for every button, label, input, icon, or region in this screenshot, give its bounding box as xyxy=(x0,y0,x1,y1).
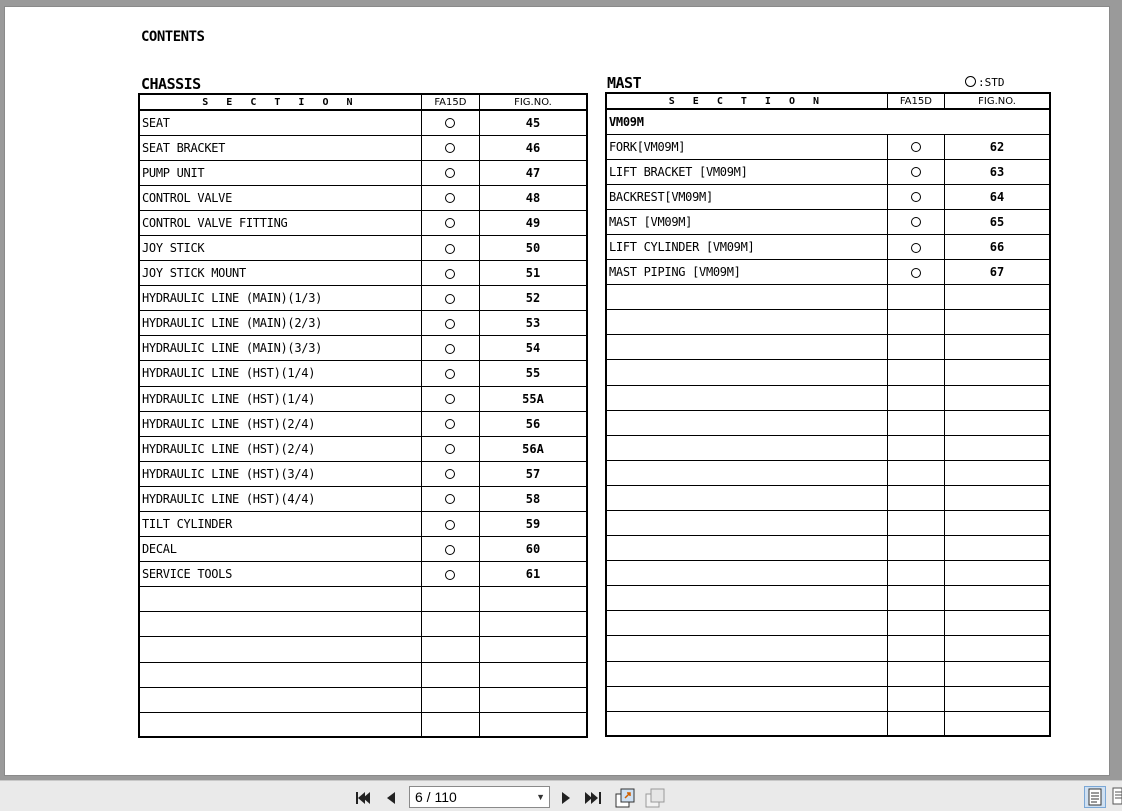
table-row xyxy=(139,286,587,311)
circle-icon xyxy=(911,243,921,253)
fig-cell: 62 xyxy=(945,134,1050,159)
group-label: VM09M xyxy=(606,109,1050,134)
section-cell xyxy=(139,587,421,612)
fig-cell: 61 xyxy=(480,562,588,587)
last-page-icon xyxy=(584,790,602,806)
mast-table xyxy=(605,92,1051,737)
model-cell xyxy=(421,687,479,712)
model-cell xyxy=(887,410,944,435)
section-cell: HYDRAULIC LINE (HST)(3/4) xyxy=(139,461,421,486)
fig-cell xyxy=(945,611,1050,636)
table-row xyxy=(139,336,587,361)
model-cell xyxy=(421,436,479,461)
circle-icon xyxy=(445,444,455,454)
section-cell: PUMP UNIT xyxy=(139,160,421,185)
fig-cell xyxy=(945,435,1050,460)
section-cell xyxy=(606,285,887,310)
section-cell: HYDRAULIC LINE (MAIN)(3/3) xyxy=(139,336,421,361)
section-cell: JOY STICK xyxy=(139,235,421,260)
model-cell xyxy=(887,536,944,561)
circle-icon xyxy=(445,570,455,580)
model-cell xyxy=(421,185,479,210)
section-cell xyxy=(606,611,887,636)
circle-icon xyxy=(911,217,921,227)
table-row xyxy=(606,561,1050,586)
section-cell xyxy=(606,435,887,460)
model-cell xyxy=(887,511,944,536)
table-row xyxy=(139,637,587,662)
table-row xyxy=(606,686,1050,711)
section-cell xyxy=(606,360,887,385)
circle-icon xyxy=(911,142,921,152)
model-cell xyxy=(421,135,479,160)
fig-cell: 55A xyxy=(480,386,588,411)
model-cell xyxy=(421,562,479,587)
model-cell xyxy=(421,261,479,286)
fig-cell: 49 xyxy=(480,210,588,235)
chevron-down-icon: ▼ xyxy=(536,792,545,802)
model-cell xyxy=(421,461,479,486)
section-cell: LIFT CYLINDER [VM09M] xyxy=(606,234,887,259)
prev-page-icon xyxy=(383,790,399,806)
section-cell xyxy=(139,662,421,687)
table-row xyxy=(606,234,1050,259)
model-cell xyxy=(421,386,479,411)
fig-cell: 54 xyxy=(480,336,588,361)
circle-icon xyxy=(445,545,455,555)
table-row xyxy=(139,361,587,386)
fig-cell: 67 xyxy=(945,260,1050,285)
section-cell: HYDRAULIC LINE (HST)(1/4) xyxy=(139,386,421,411)
section-cell: SEAT xyxy=(139,110,421,135)
model-cell xyxy=(887,661,944,686)
table-row xyxy=(606,335,1050,360)
legend xyxy=(965,76,1005,89)
section-cell xyxy=(606,586,887,611)
table-row xyxy=(606,209,1050,234)
fig-cell: 58 xyxy=(480,486,588,511)
table-row xyxy=(139,612,587,637)
table-row xyxy=(606,360,1050,385)
section-cell xyxy=(606,536,887,561)
model-cell xyxy=(887,686,944,711)
circle-icon xyxy=(445,118,455,128)
fig-cell: 59 xyxy=(480,512,588,537)
chassis-table xyxy=(138,93,588,738)
model-cell xyxy=(887,485,944,510)
fig-cell xyxy=(945,511,1050,536)
circle-icon xyxy=(445,319,455,329)
section-cell: DECAL xyxy=(139,537,421,562)
table-row xyxy=(139,712,587,737)
model-cell xyxy=(421,311,479,336)
fig-cell xyxy=(945,285,1050,310)
table-row xyxy=(606,285,1050,310)
section-cell xyxy=(139,712,421,737)
prev-page-button[interactable] xyxy=(382,789,400,807)
model-cell xyxy=(421,612,479,637)
fig-cell xyxy=(945,460,1050,485)
fig-cell xyxy=(945,536,1050,561)
single-page-view-icon xyxy=(1085,787,1105,807)
fig-cell: 56A xyxy=(480,436,588,461)
fig-cell xyxy=(480,612,588,637)
next-page-icon xyxy=(558,790,574,806)
fig-cell: 66 xyxy=(945,234,1050,259)
model-cell xyxy=(887,184,944,209)
section-cell: HYDRAULIC LINE (HST)(4/4) xyxy=(139,486,421,511)
model-cell xyxy=(421,336,479,361)
section-cell xyxy=(606,410,887,435)
fig-cell xyxy=(945,485,1050,510)
table-row xyxy=(139,486,587,511)
fig-cell xyxy=(945,636,1050,661)
single-page-view-button[interactable] xyxy=(1084,786,1106,808)
fig-cell xyxy=(480,712,588,737)
fig-cell xyxy=(945,661,1050,686)
table-row xyxy=(139,562,587,587)
fig-cell: 48 xyxy=(480,185,588,210)
model-cell xyxy=(421,537,479,562)
section-cell xyxy=(606,310,887,335)
fig-header: FIG.NO. xyxy=(480,94,588,110)
section-cell xyxy=(606,686,887,711)
table-row xyxy=(606,511,1050,536)
model-cell xyxy=(421,637,479,662)
first-page-icon xyxy=(355,790,371,806)
section-cell: SEAT BRACKET xyxy=(139,135,421,160)
table-row xyxy=(139,386,587,411)
section-header: S E C T I O N xyxy=(606,93,887,109)
section-cell xyxy=(139,637,421,662)
table-row xyxy=(606,711,1050,736)
fig-cell xyxy=(945,586,1050,611)
chassis-title: CHASSIS xyxy=(141,75,201,93)
table-row xyxy=(139,135,587,160)
section-cell: MAST [VM09M] xyxy=(606,209,887,234)
two-page-view-icon xyxy=(1112,786,1122,806)
circle-icon xyxy=(445,419,455,429)
fig-cell: 47 xyxy=(480,160,588,185)
section-cell xyxy=(606,711,887,736)
model-cell xyxy=(887,611,944,636)
fig-cell xyxy=(945,310,1050,335)
model-cell xyxy=(887,586,944,611)
fig-cell xyxy=(945,410,1050,435)
table-row xyxy=(606,611,1050,636)
model-cell xyxy=(887,636,944,661)
fig-cell xyxy=(945,561,1050,586)
fig-cell: 65 xyxy=(945,209,1050,234)
model-cell xyxy=(421,411,479,436)
table-row xyxy=(139,160,587,185)
fig-header: FIG.NO. xyxy=(945,93,1050,109)
table-row xyxy=(606,385,1050,410)
circle-icon xyxy=(445,469,455,479)
model-cell xyxy=(887,360,944,385)
table-row xyxy=(139,235,587,260)
model-cell xyxy=(887,209,944,234)
next-page-button[interactable] xyxy=(557,789,575,807)
section-cell: MAST PIPING [VM09M] xyxy=(606,260,887,285)
section-cell: CONTROL VALVE xyxy=(139,185,421,210)
fig-cell xyxy=(480,587,588,612)
section-cell: CONTROL VALVE FITTING xyxy=(139,210,421,235)
fig-cell: 57 xyxy=(480,461,588,486)
document-page xyxy=(4,6,1110,776)
table-row xyxy=(139,537,587,562)
fig-cell xyxy=(480,662,588,687)
mast-group-row xyxy=(606,109,1050,134)
table-row xyxy=(606,435,1050,460)
circle-icon xyxy=(445,269,455,279)
fig-cell: 46 xyxy=(480,135,588,160)
first-page-button[interactable] xyxy=(354,789,372,807)
chassis-header-row xyxy=(139,94,587,110)
table-row xyxy=(139,662,587,687)
section-cell: HYDRAULIC LINE (HST)(2/4) xyxy=(139,411,421,436)
fig-cell: 53 xyxy=(480,311,588,336)
two-page-view-button[interactable] xyxy=(1112,786,1122,808)
circle-icon xyxy=(445,369,455,379)
fig-cell: 45 xyxy=(480,110,588,135)
model-header: FA15D xyxy=(421,94,479,110)
model-cell xyxy=(887,385,944,410)
section-cell xyxy=(606,460,887,485)
table-row xyxy=(606,460,1050,485)
model-cell xyxy=(421,587,479,612)
legend-label: :STD xyxy=(978,76,1005,89)
model-cell xyxy=(887,310,944,335)
circle-icon xyxy=(445,494,455,504)
model-header: FA15D xyxy=(887,93,944,109)
fig-cell: 52 xyxy=(480,286,588,311)
circle-icon xyxy=(445,244,455,254)
model-cell xyxy=(421,160,479,185)
table-row xyxy=(606,536,1050,561)
model-cell xyxy=(421,210,479,235)
table-row xyxy=(139,185,587,210)
circle-icon xyxy=(445,520,455,530)
circle-icon xyxy=(965,76,976,87)
circle-icon xyxy=(445,294,455,304)
table-row xyxy=(606,485,1050,510)
table-row xyxy=(139,261,587,286)
model-cell xyxy=(421,712,479,737)
section-cell: FORK[VM09M] xyxy=(606,134,887,159)
section-cell xyxy=(606,661,887,686)
section-cell: HYDRAULIC LINE (HST)(2/4) xyxy=(139,436,421,461)
table-row xyxy=(606,586,1050,611)
copy-page-icon xyxy=(644,787,666,809)
section-cell xyxy=(606,385,887,410)
fig-cell: 64 xyxy=(945,184,1050,209)
model-cell xyxy=(887,335,944,360)
circle-icon xyxy=(911,192,921,202)
model-cell xyxy=(887,561,944,586)
table-row xyxy=(139,210,587,235)
fig-cell xyxy=(945,686,1050,711)
section-cell: JOY STICK MOUNT xyxy=(139,261,421,286)
section-cell: TILT CYLINDER xyxy=(139,512,421,537)
model-cell xyxy=(887,159,944,184)
model-cell xyxy=(421,512,479,537)
fig-cell xyxy=(945,711,1050,736)
table-row xyxy=(139,411,587,436)
fig-cell xyxy=(945,335,1050,360)
section-cell xyxy=(606,636,887,661)
fig-cell: 56 xyxy=(480,411,588,436)
fig-cell xyxy=(480,687,588,712)
fig-cell xyxy=(945,360,1050,385)
fig-cell xyxy=(945,385,1050,410)
extract-page-icon xyxy=(614,787,636,809)
model-cell xyxy=(887,460,944,485)
last-page-button[interactable] xyxy=(584,789,602,807)
table-row xyxy=(139,436,587,461)
fig-cell: 51 xyxy=(480,261,588,286)
page-indicator: 6 / 110 xyxy=(415,789,457,805)
section-header: S E C T I O N xyxy=(139,94,421,110)
table-row xyxy=(606,310,1050,335)
model-cell xyxy=(887,234,944,259)
table-row xyxy=(606,410,1050,435)
table-row xyxy=(139,461,587,486)
model-cell xyxy=(887,435,944,460)
mast-header-row xyxy=(606,93,1050,109)
section-cell: HYDRAULIC LINE (HST)(1/4) xyxy=(139,361,421,386)
section-cell xyxy=(606,485,887,510)
extract-page-button[interactable] xyxy=(614,787,636,809)
fig-cell: 55 xyxy=(480,361,588,386)
table-row xyxy=(139,587,587,612)
model-cell xyxy=(887,134,944,159)
copy-page-button[interactable] xyxy=(644,787,666,809)
circle-icon xyxy=(445,193,455,203)
model-cell xyxy=(421,286,479,311)
model-cell xyxy=(421,110,479,135)
model-cell xyxy=(887,285,944,310)
section-cell xyxy=(139,687,421,712)
table-row xyxy=(606,184,1050,209)
section-cell: BACKREST[VM09M] xyxy=(606,184,887,209)
section-cell xyxy=(606,561,887,586)
section-cell xyxy=(606,335,887,360)
model-cell xyxy=(421,361,479,386)
model-cell xyxy=(887,711,944,736)
section-cell: HYDRAULIC LINE (MAIN)(2/3) xyxy=(139,311,421,336)
table-row xyxy=(606,636,1050,661)
table-row xyxy=(606,260,1050,285)
model-cell xyxy=(421,662,479,687)
circle-icon xyxy=(445,344,455,354)
mast-title: MAST xyxy=(607,74,642,92)
circle-icon xyxy=(445,394,455,404)
circle-icon xyxy=(911,167,921,177)
page-title: CONTENTS xyxy=(141,29,205,45)
table-row xyxy=(139,687,587,712)
fig-cell: 63 xyxy=(945,159,1050,184)
model-cell xyxy=(421,235,479,260)
table-row xyxy=(606,159,1050,184)
fig-cell xyxy=(480,637,588,662)
viewer-toolbar xyxy=(0,780,1122,811)
circle-icon xyxy=(445,143,455,153)
circle-icon xyxy=(445,218,455,228)
table-row xyxy=(606,134,1050,159)
section-cell: SERVICE TOOLS xyxy=(139,562,421,587)
section-cell: HYDRAULIC LINE (MAIN)(1/3) xyxy=(139,286,421,311)
table-row xyxy=(139,311,587,336)
table-row xyxy=(606,661,1050,686)
table-row xyxy=(139,512,587,537)
section-cell xyxy=(606,511,887,536)
model-cell xyxy=(887,260,944,285)
circle-icon xyxy=(445,168,455,178)
section-cell: LIFT BRACKET [VM09M] xyxy=(606,159,887,184)
circle-icon xyxy=(911,268,921,278)
fig-cell: 50 xyxy=(480,235,588,260)
model-cell xyxy=(421,486,479,511)
section-cell xyxy=(139,612,421,637)
page-selector[interactable] xyxy=(409,786,550,808)
table-row xyxy=(139,110,587,135)
fig-cell: 60 xyxy=(480,537,588,562)
